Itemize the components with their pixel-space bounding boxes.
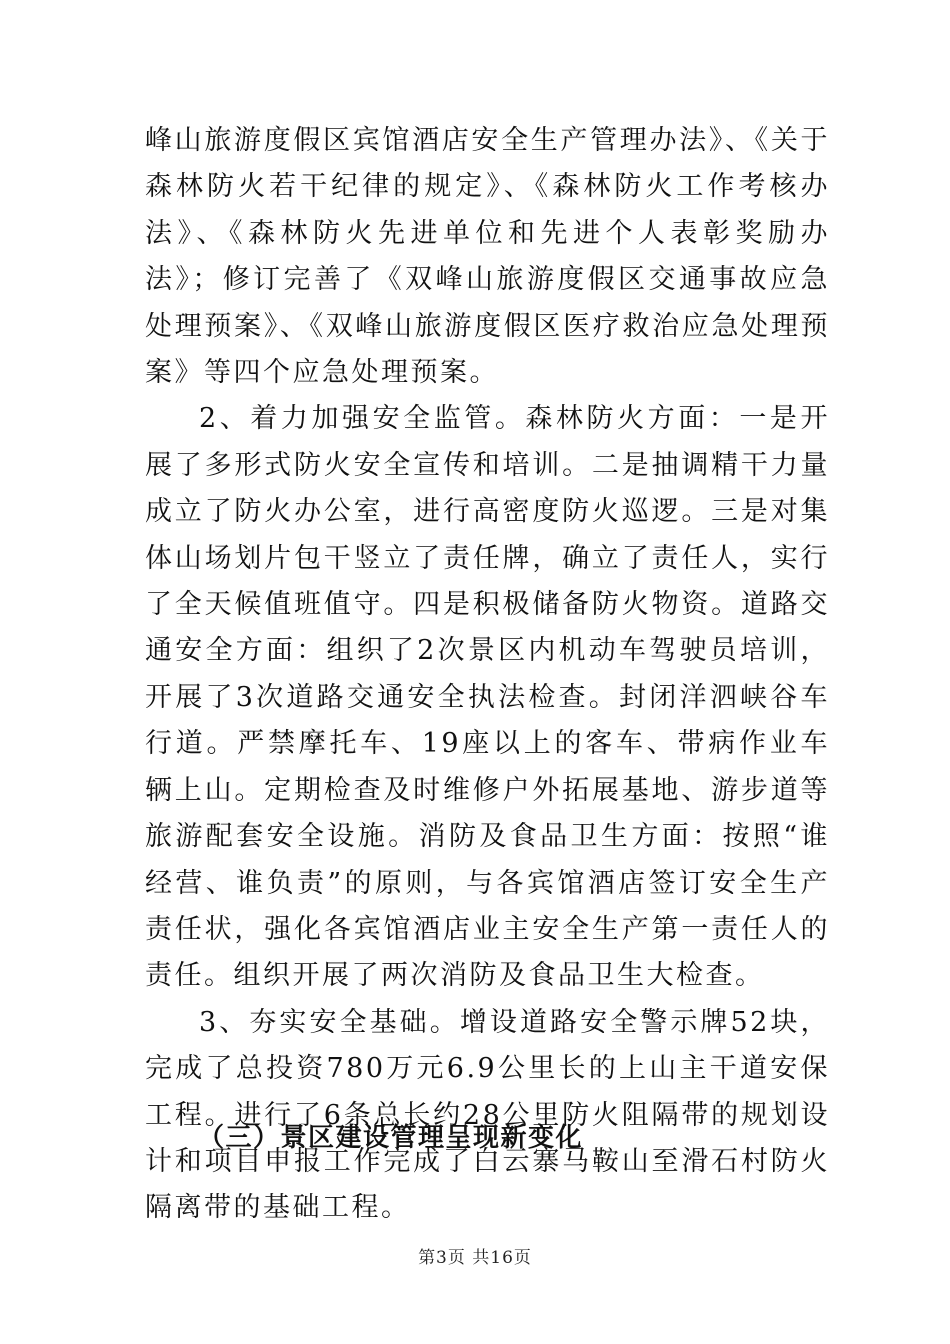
page-footer: 第3页 共16页	[418, 1248, 532, 1268]
paragraph-continued: 峰山旅游度假区宾馆酒店安全生产管理办法》、《关于森林防火若干纪律的规定》、《森林防火工作考核办法》、《森林防火先进单位和先进个人表彰奖励办法》；修订完善了《双峰山旅游度假区交通事故应急处理预案》、《双峰山旅游度假区医疗救治应急处理预案》等四个应急处理预案。	[145, 125, 830, 389]
section-heading: （三）景区建设管理呈现新变化	[198, 1123, 584, 1153]
paragraph-safety-foundation: 3、夯实安全基础。增设道路安全警示牌52块，完成了总投资780万元6.9公里长的上山主干道安保工程。进行了6条总长约28公里防火阻隔带的规划设计和项目申报工作完成了白云寨马鞍山至滑石村防火隔离带的基础工程。	[145, 1006, 830, 1224]
body-text	[145, 118, 830, 1232]
paragraph-safety-supervision: 2、着力加强安全监管。森林防火方面：一是开展了多形式防火安全宣传和培训。二是抽调精干力量成立了防火办公室，进行高密度防火巡逻。三是对集体山场划片包干竖立了责任牌，确立了责任人，实行了全天候值班值守。四是积极储备防火物资。道路交通安全方面：组织了2次景区内机动车驾驶员培训，开展了3次道路交通安全执法检查。封闭洋泗峡谷车行道。严禁摩托车、19座以上的客车、带病作业车辆上山。定期检查及时维修户外拓展基地、游步道等旅游配套安全设施。消防及食品卫生方面：按照“谁经营、谁负责”的原则，与各宾馆酒店签订安全生产责任状，强化各宾馆酒店业主安全生产第一责任人的责任。组织开展了两次消防及食品卫生大检查。	[145, 403, 830, 992]
